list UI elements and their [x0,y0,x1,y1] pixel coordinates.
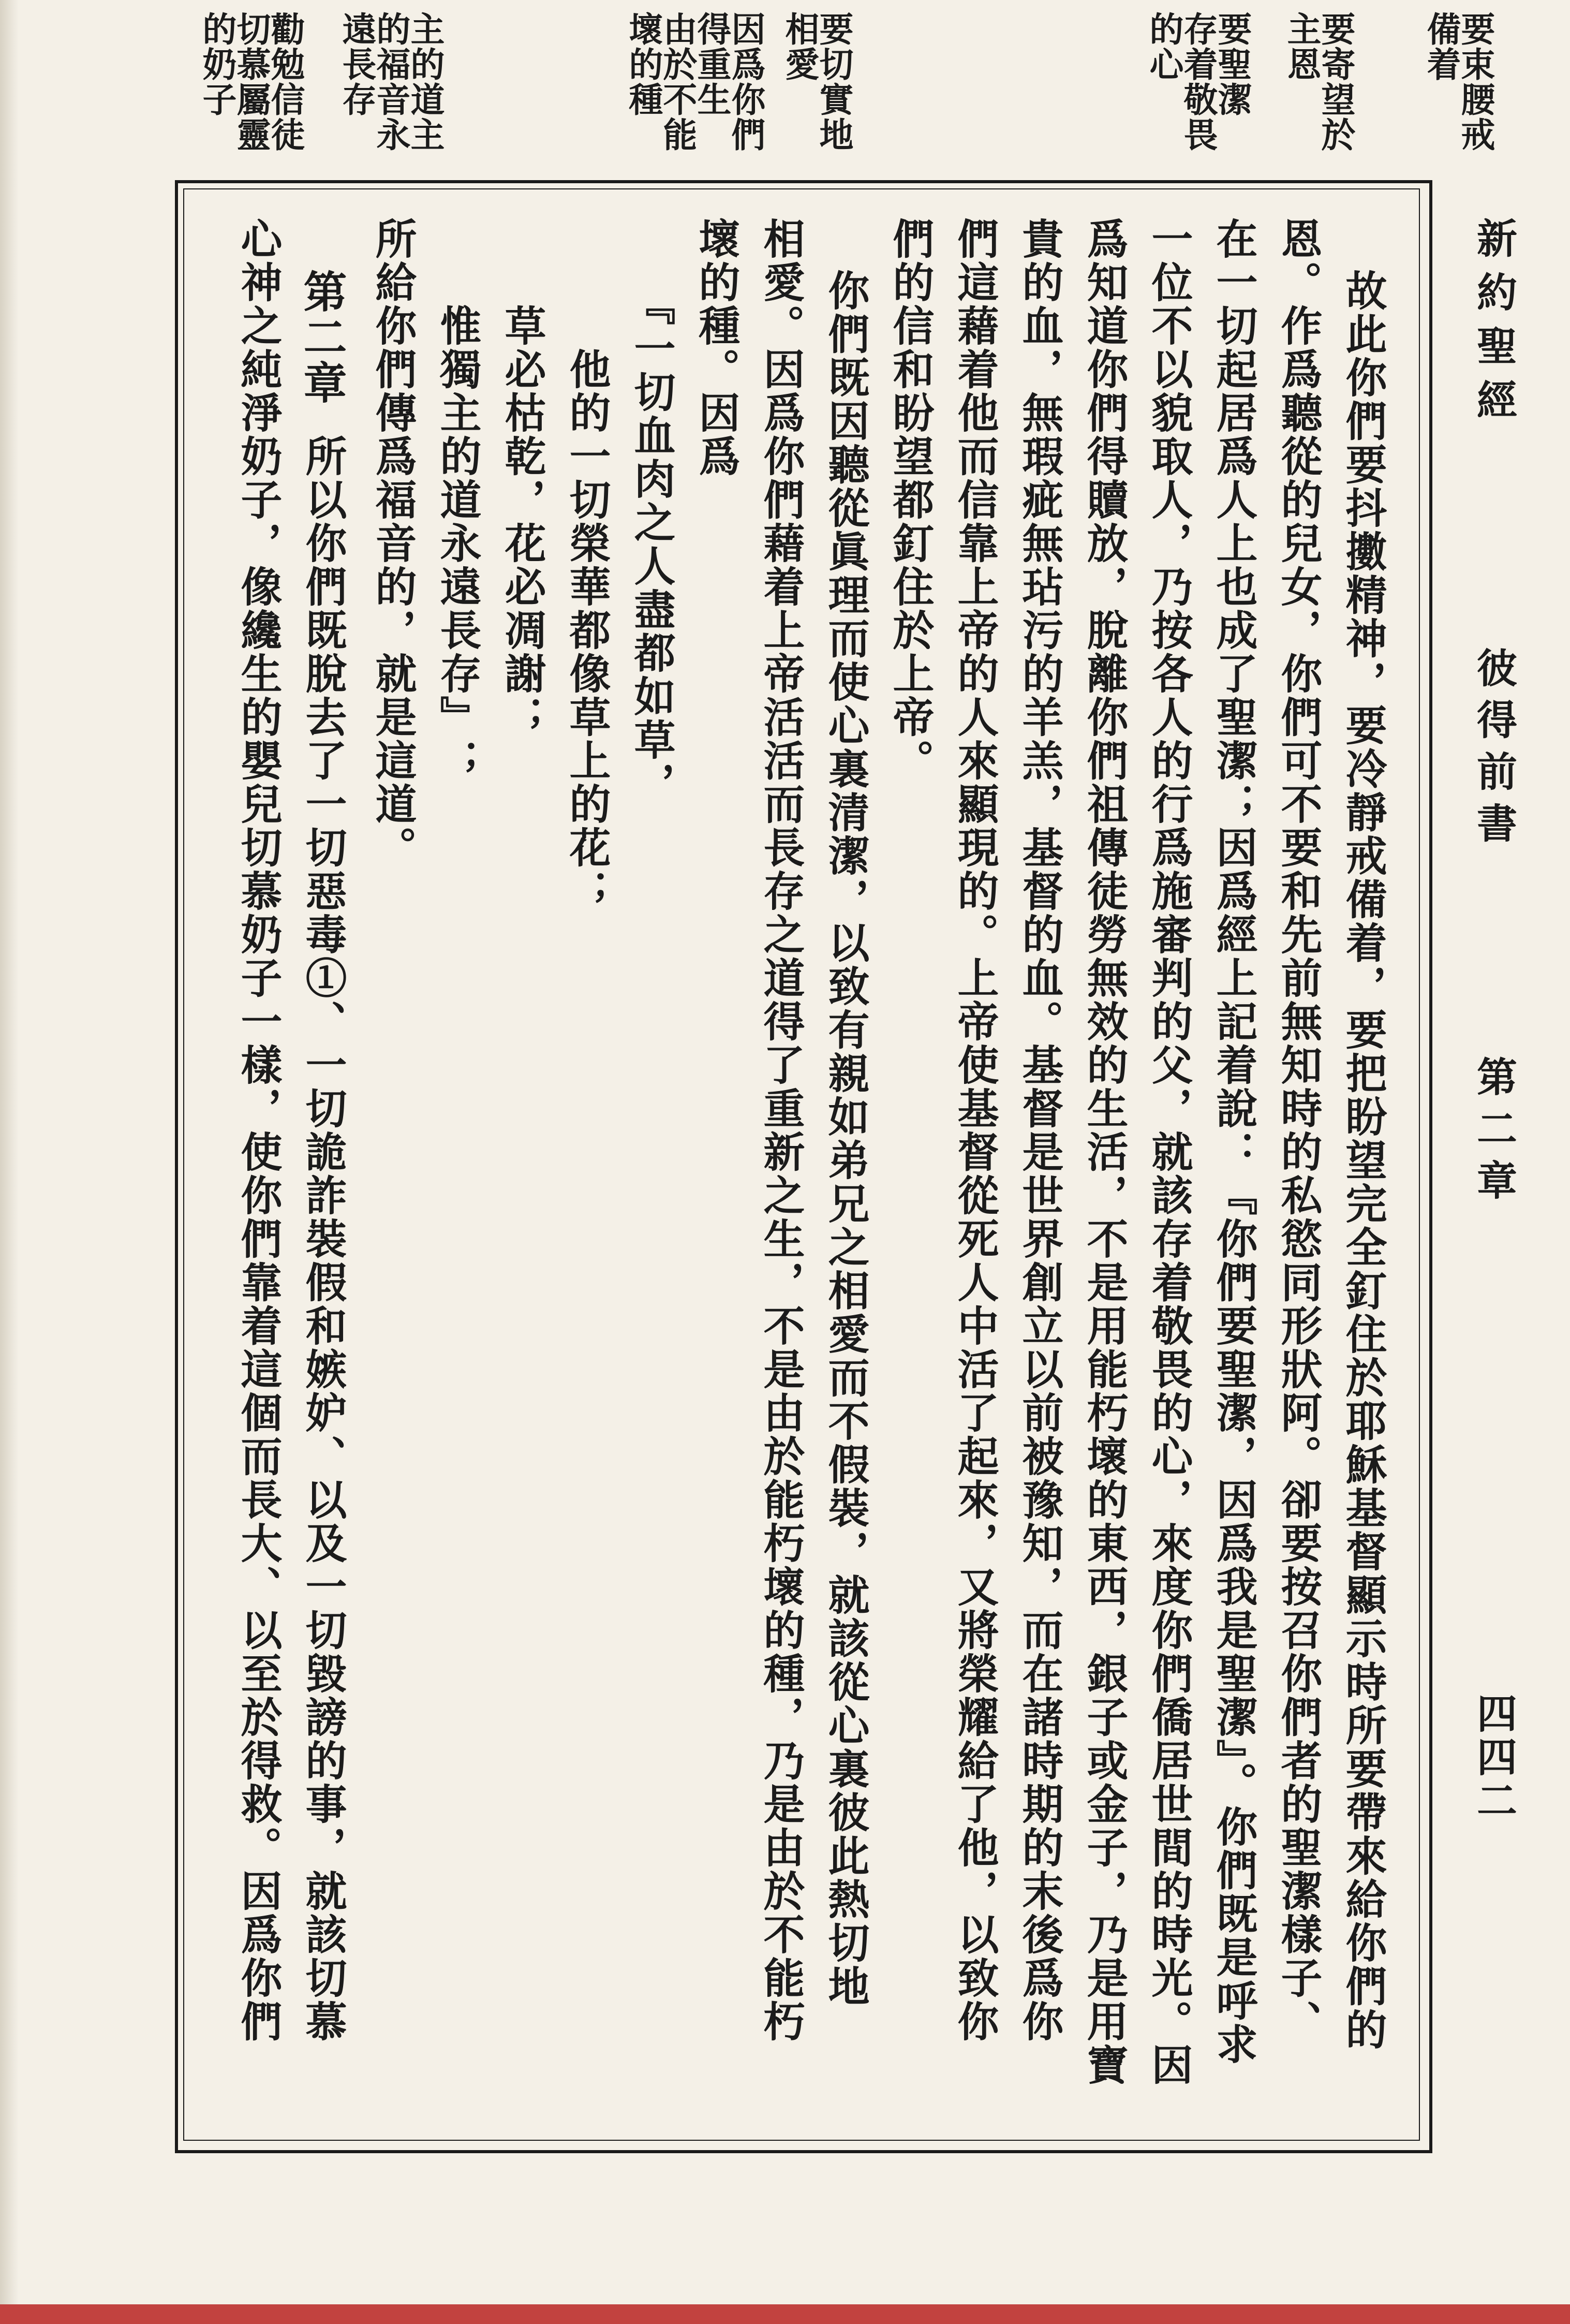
body-column: 爲知道你們得贖放，脫離你們祖傳徒勞無效的生活，不是用能朽壞的東西，銀子或金子，乃是用寶 [1080,217,1129,2087]
margin-note: 要切實地 相愛 [779,11,854,152]
margin-note: 要聖潔 存着敬畏 的心 [1144,11,1252,152]
body-column: 在一切起居爲人上也成了聖潔；因爲經上記着說：『你們要聖潔，因爲我是聖潔』。你們既是呼求 [1209,217,1258,2066]
body-column: 他的一切榮華都像草上的花； [562,217,611,913]
body-column: 一位不以貌取人，乃按各人的行爲施審判的父，就該存着敬畏的心，來度你們僑居世間的時光。因 [1145,217,1193,2087]
book-title: 彼得前書 [1470,647,1517,854]
body-column: 壞的種。因爲 [692,217,740,478]
body-column: 故此你們要抖擻精神，要冷靜戒備着，要把盼望完全釘住於耶穌基督顯示時所要帶來給你們的 [1339,269,1387,2052]
body-column: 恩。作爲聽從的兒女，你們可不要和先前無知時的私慾同形狀阿。卻要按召你們者的聖潔樣子、 [1274,217,1323,2043]
running-title: 新約聖經 [1470,217,1517,433]
chapter-heading: 第二章 [297,269,348,406]
margin-note: 要寄望於 主恩 [1281,11,1356,152]
page-bottom-edge [0,2304,1570,2324]
body-column: 你們既因聽從眞理而使心裏清潔，以致有親如弟兄之相愛而不假裝，就該從心裏彼此熱切地 [821,269,870,2008]
body-column: 心神之純淨奶子，像纔生的嬰兒切慕奶子一樣，使你們靠着這個而長大、以至於得救。因爲你們 [234,217,283,2043]
chapter-label: 第二章 [1470,1056,1517,1211]
body-column: 們的信和盼望都釘住於上帝。 [886,217,935,783]
body-column: 相愛。因爲你們藉着上帝活活而長存之道得了重新之生，不是由於能朽壞的種，乃是由於不能朽 [757,217,805,2043]
margin-note: 勸勉信徒 切慕屬靈 的奶子 [197,11,305,152]
body-column: 所以你們既脫去了一切惡毒①、一切詭詐裝假和嫉妒、以及一切毀謗的事，就該切慕 [299,435,347,2043]
margin-note: 因爲你們 得重生 由於不能 壞的種 [623,11,766,152]
body-column: 草必枯乾，花必凋謝； [498,217,546,739]
margin-note: 主的道主 的福音永 遠長存 [336,11,445,152]
page-number: 四四二 [1470,1693,1517,1823]
margin-note: 要束腰戒 備着 [1421,11,1495,152]
body-column: 惟獨主的道永遠長存』； [433,217,482,783]
body-column: 貴的血，無瑕疵無玷污的羊羔，基督的血。基督是世界創立以前被豫知，而在諸時期的末後爲你 [1015,217,1064,2043]
page-gutter [0,0,19,2324]
body-column: 所給你們傳爲福音的，就是這道。 [368,217,417,870]
body-column: 『一切血肉之人盡都如草， [627,217,676,805]
body-column: 們這藉着他而信靠上帝的人來顯現的。上帝使基督從死人中活了起來，又將榮耀給了他，以致你 [951,217,999,2043]
